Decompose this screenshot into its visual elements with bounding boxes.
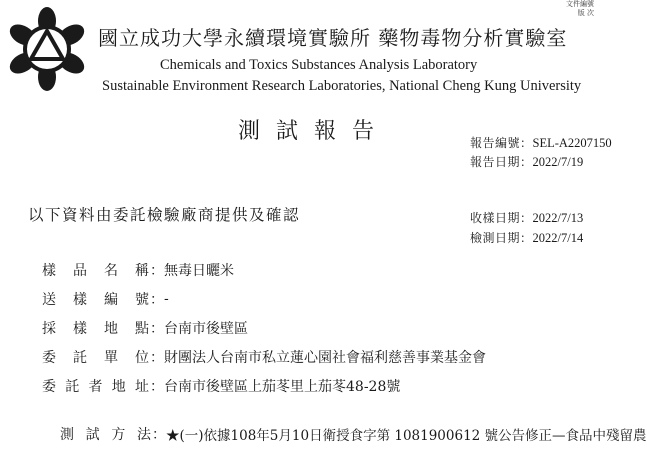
institute-name-english: Sustainable Environment Research Laboratories, National Cheng Kung University bbox=[102, 78, 582, 94]
lab-name-chinese: 國立成功大學永續環境實驗所 藥物毒物分析實驗室 bbox=[98, 26, 568, 50]
report-date bbox=[470, 153, 583, 170]
received-date-label: 收樣日期： bbox=[470, 211, 533, 225]
document-control-note bbox=[566, 0, 594, 18]
sample-name-label: 樣品名稱 bbox=[42, 263, 150, 279]
field-colon: ： bbox=[152, 427, 166, 443]
test-method-value: ★(一)依據108年5月10日衛授食字第 1081900612 號公告修正—食品中殘留農 bbox=[166, 428, 647, 444]
sample-number-row bbox=[42, 288, 169, 310]
sampling-place-label: 採樣地點 bbox=[42, 321, 150, 337]
report-number-value: SEL-A2207150 bbox=[532, 136, 612, 150]
client-statement: 以下資料由委託檢驗廠商提供及確認 bbox=[28, 206, 301, 224]
ncku-seal-icon bbox=[4, 6, 90, 92]
client-value: 財團法人台南市私立蓮心園社會福利慈善事業基金會 bbox=[164, 350, 486, 366]
document-number-label: 文件編號 bbox=[566, 0, 594, 8]
report-title: 測試報告 bbox=[238, 119, 391, 144]
test-date-label: 檢測日期： bbox=[470, 231, 533, 245]
report-number-label: 報告編號： bbox=[470, 136, 533, 150]
test-date-value: 2022/7/14 bbox=[532, 231, 584, 245]
client-label: 委託單位 bbox=[42, 350, 150, 366]
sampling-place-value: 台南市後壁區 bbox=[164, 321, 248, 337]
sampling-place-row bbox=[42, 317, 248, 339]
client-address-value: 台南市後壁區上茄苳里上茄苳48-28號 bbox=[164, 379, 401, 395]
client-address-label: 委託者地址 bbox=[42, 379, 150, 395]
test-method-row bbox=[60, 424, 647, 444]
received-date-value: 2022/7/13 bbox=[532, 211, 584, 225]
report-date-label: 報告日期： bbox=[470, 155, 533, 169]
client-row bbox=[42, 346, 486, 368]
sample-number-value: - bbox=[164, 291, 169, 307]
field-colon: ： bbox=[150, 350, 164, 366]
lab-name-english: Chemicals and Toxics Substances Analysis Laboratory bbox=[160, 57, 478, 73]
report-date-value: 2022/7/19 bbox=[532, 155, 584, 169]
field-colon: ： bbox=[150, 321, 164, 337]
sample-name-row bbox=[42, 259, 234, 281]
report-number bbox=[470, 134, 612, 151]
test-date bbox=[470, 229, 583, 246]
sample-name-value: 無毒日曬米 bbox=[164, 263, 234, 279]
received-date bbox=[470, 209, 583, 226]
client-address-row bbox=[42, 375, 400, 397]
field-colon: ： bbox=[150, 292, 164, 308]
sample-number-label: 送樣編號 bbox=[42, 292, 150, 308]
field-colon: ： bbox=[150, 263, 164, 279]
version-label: 版 次 bbox=[577, 9, 594, 17]
field-colon: ： bbox=[150, 379, 164, 395]
test-method-label: 測試方法 bbox=[60, 427, 152, 443]
